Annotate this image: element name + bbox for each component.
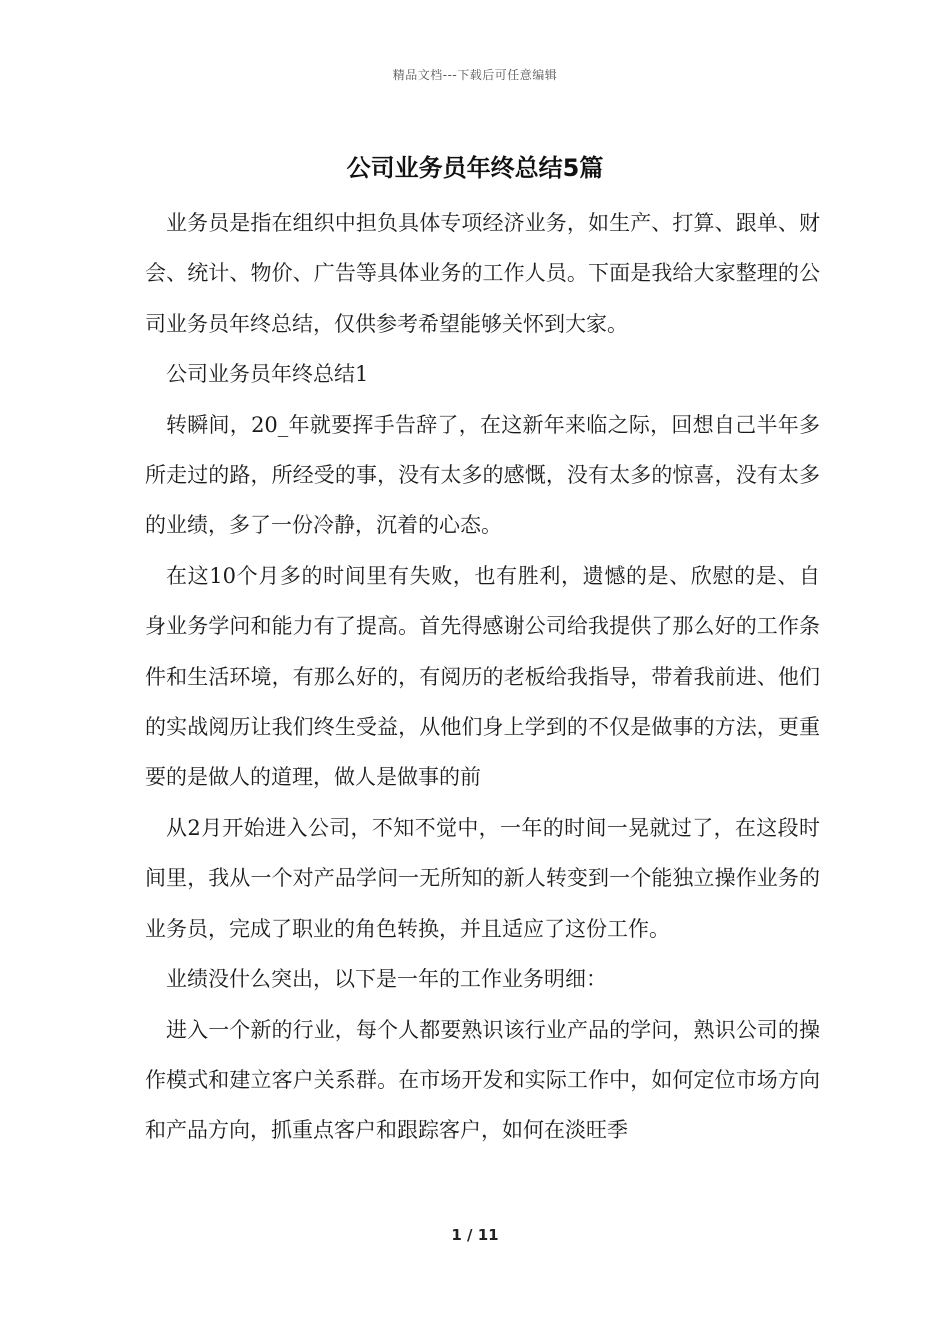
paragraph-intro: 业务员是指在组织中担负具体专项经济业务，如生产、打算、跟单、财会、统计、物价、广告等具体业务的工作人员。下面是我给大家整理的公司业务员年终总结，仅供参考希望能够关怀到大家。 bbox=[145, 211, 820, 336]
header-note: 精品文档---下载后可任意编辑 bbox=[392, 68, 558, 82]
page-number: 1 / 11 bbox=[451, 1226, 499, 1244]
document-title: 公司业务员年终总结5篇 bbox=[346, 154, 604, 182]
paragraph: 转瞬间，20_年就要挥手告辞了，在这新年来临之际，回想自己半年多所走过的路，所经受的事，没有太多的感慨，没有太多的惊喜，没有太多的业绩，多了一份冷静，沉着的心态。 bbox=[145, 412, 820, 538]
paragraph: 在这10个月多的时间里有失败，也有胜利，遗憾的是、欣慰的是、自身业务学问和能力有了提高。首先得感谢公司给我提供了那么好的工作条件和生活环境，有那么好的，有阅历的老板给我指导，带着我前进、他们的实战阅历让我们终生受益，从他们身上学到的不仅是做事的方法，更重要的是做人的道理，做人是做事的前 bbox=[145, 563, 820, 790]
section-heading: 公司业务员年终总结1 bbox=[166, 362, 369, 387]
paragraph: 业绩没什么突出，以下是一年的工作业务明细： bbox=[166, 967, 607, 992]
paragraph: 进入一个新的行业，每个人都要熟识该行业产品的学问，熟识公司的操作模式和建立客户关系群。在市场开发和实际工作中，如何定位市场方向和产品方向，抓重点客户和跟踪客户，如何在淡旺季 bbox=[145, 1017, 820, 1143]
paragraph: 从2月开始进入公司，不知不觉中，一年的时间一晃就过了，在这段时间里，我从一个对产品学问一无所知的新人转变到一个能独立操作业务的业务员，完成了职业的角色转换，并且适应了这份工作。 bbox=[145, 815, 820, 941]
document-body bbox=[145, 198, 820, 1156]
